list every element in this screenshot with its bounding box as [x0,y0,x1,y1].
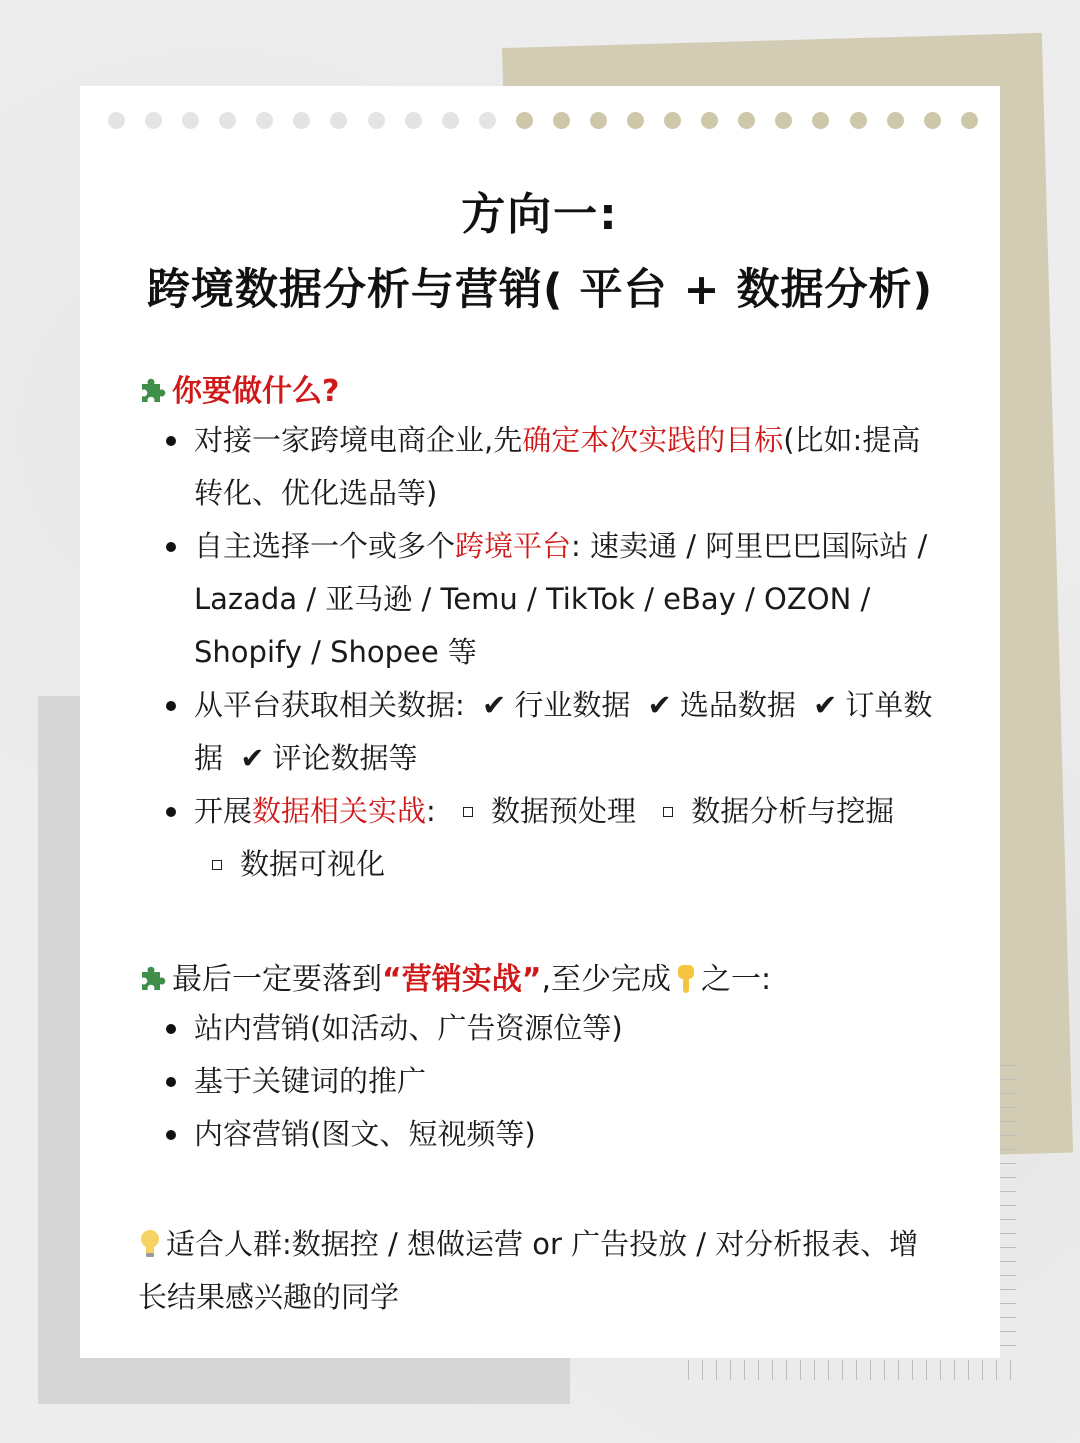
dot [887,112,904,129]
check-label: 行业数据 [514,688,631,722]
list-item [160,785,940,891]
dot [516,112,533,129]
section2-heading-text: ,至少完成 [541,962,671,997]
page-subtitle: 跨境数据分析与营销( 平台 + 数据分析) [146,265,934,315]
dot [850,112,867,129]
page-title: 方向一: [461,189,619,240]
item-highlight: 跨境平台 [455,529,572,563]
list-item: 站内营销(如活动、广告资源位等) [160,1002,940,1055]
list-item [160,679,940,785]
ruler-ticks-decoration [688,1360,1018,1380]
check-label: 订单数据 [194,688,933,775]
item-text: : [426,794,436,828]
section2-heading-text: 最后一定要落到 [172,962,382,997]
list-item: 基于关键词的推广 [160,1055,940,1108]
section2-heading-highlight: “营销实战” [382,962,542,997]
section1-heading-text: 你要做什么? [172,374,340,409]
item-text: 开展 [194,794,253,828]
dot [590,112,607,129]
lightbulb-icon [138,1228,162,1260]
dot [368,112,385,129]
check-label: 评论数据等 [272,741,418,775]
dot [664,112,681,129]
dot [405,112,422,129]
item-highlight: 数据相关实战 [252,794,427,828]
dot [442,112,459,129]
dot [701,112,718,129]
dot [293,112,310,129]
square-bullet-icon [212,860,222,870]
dot [553,112,570,129]
item-text: 对接一家跨境电商企业,先 [194,423,523,457]
square-bullet-icon [463,807,473,817]
item-text: 自主选择一个或多个 [194,529,456,563]
section1-heading [138,366,339,410]
item-text: : 速卖通 / 阿里巴巴国际站 / Lazada / 亚马逊 / Temu / TikTok / eBay / OZON / Shopify / Shopee 等 [194,529,928,669]
dot [256,112,273,129]
check-icon: ✔ [482,688,507,722]
square-bullet-icon [663,807,673,817]
section1-list [160,414,940,891]
section2-heading [138,954,771,998]
puzzle-icon [138,963,168,993]
subitem-text: 数据可视化 [240,847,386,881]
dot [182,112,199,129]
puzzle-icon [138,375,168,405]
dot [330,112,347,129]
list-item [160,520,940,679]
dot [775,112,792,129]
target-audience [138,1218,928,1324]
check-icon: ✔ [647,688,672,722]
subitem-text: 数据分析与挖掘 [691,794,895,828]
pointing-down-hand-icon [671,963,701,995]
dot [961,112,978,129]
section2-list [160,1002,940,1161]
subitem-text: 数据预处理 [491,794,637,828]
section2-heading-text: 之一: [700,962,772,997]
check-icon: ✔ [813,688,838,722]
check-icon: ✔ [240,741,265,775]
dot [627,112,644,129]
check-label: 选品数据 [679,688,796,722]
dot [108,112,125,129]
ruler-lines-decoration [1000,1065,1016,1355]
item-text: (比如:提高转化、优化选品等) [194,423,921,510]
dot [219,112,236,129]
dot [479,112,496,129]
dot [812,112,829,129]
dot [738,112,755,129]
item-text: 从平台获取相关数据: [194,688,465,722]
dot [145,112,162,129]
item-highlight: 确定本次实践的目标 [522,423,784,457]
list-item: 内容营销(图文、短视频等) [160,1108,940,1161]
binder-dots [108,112,978,132]
dot [924,112,941,129]
list-item [160,414,940,520]
target-audience-text: 适合人群:数据控 / 想做运营 or 广告投放 / 对分析报表、增长结果感兴趣的同学 [138,1227,919,1314]
